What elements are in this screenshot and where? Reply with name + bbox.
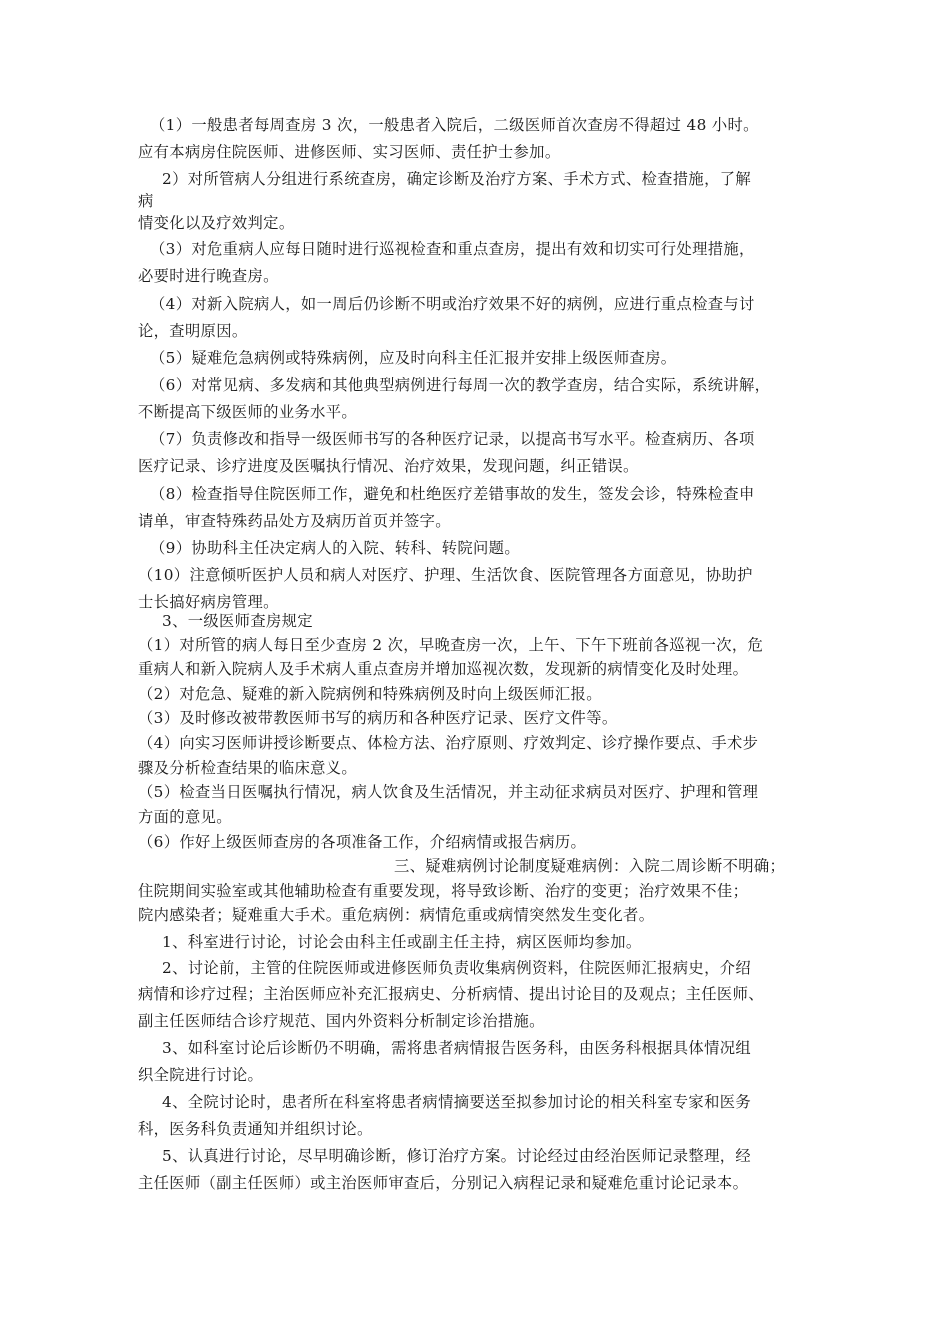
text-line: 3、如科室讨论后诊断仍不明确，需将患者病情报告医务科，由医务科根据具体情况组 — [162, 1039, 752, 1057]
text-line: （2）对危急、疑难的新入院病例和特殊病例及时向上级医师汇报。 — [138, 685, 602, 703]
text-line: （3）对危重病人应每日随时进行巡视检查和重点查房，提出有效和切实可行处理措施， — [150, 240, 755, 258]
text-line: 病情和诊疗过程；主治医师应补充汇报病史、分析病情、提出讨论目的及观点；主任医师、 — [138, 985, 764, 1003]
text-line: 2、讨论前，主管的住院医师或进修医师负责收集病例资料，住院医师汇报病史，介绍 — [162, 959, 752, 977]
text-line: （1）对所管的病人每日至少查房 2 次，早晚查房一次，上午、下午下班前各巡视一次，危 — [138, 636, 764, 654]
text-line: 住院期间实验室或其他辅助检查有重要发现，将导致诊断、治疗的变更；治疗效果不佳； — [138, 882, 749, 900]
text-line: 应有本病房住院医师、进修医师、实习医师、责任护士参加。 — [138, 143, 561, 161]
text-line: 5、认真进行讨论，尽早明确诊断，修订治疗方案。讨论经过由经治医师记录整理，经 — [162, 1147, 752, 1165]
text-line: 4、全院讨论时，患者所在科室将患者病情摘要送至拟参加讨论的相关科室专家和医务 — [162, 1093, 752, 1111]
text-line: 必要时进行晚查房。 — [138, 267, 279, 285]
text-line: （1）一般患者每周查房 3 次，一般患者入院后，二级医师首次查房不得超过 48 小时。 — [150, 116, 759, 134]
text-line: （4）对新入院病人，如一周后仍诊断不明或治疗效果不好的病例，应进行重点检查与讨 — [150, 295, 755, 313]
text-line: （4）向实习医师讲授诊断要点、体检方法、治疗原则、疗效判定、诊疗操作要点、手术步 — [138, 734, 759, 752]
text-line: 医疗记录、诊疗进度及医嘱执行情况、治疗效果，发现问题，纠正错误。 — [138, 457, 639, 475]
text-line: 论，查明原因。 — [138, 322, 248, 340]
text-line: 2）对所管病人分组进行系统查房，确定诊断及治疗方案、手术方式、检查措施，了解 — [162, 170, 752, 188]
text-line: （3）及时修改被带教医师书写的病历和各种医疗记录、医疗文件等。 — [138, 709, 618, 727]
text-line: （10）注意倾听医护人员和病人对医疗、护理、生活饮食、医院管理各方面意见，协助护 — [138, 566, 753, 584]
text-line: 主任医师（副主任医师）或主治医师审查后，分别记入病程记录和疑难危重讨论记录本。 — [138, 1174, 749, 1192]
text-line: 不断提高下级医师的业务水平。 — [138, 403, 358, 421]
text-line: 重病人和新入院病人及手术病人重点查房并增加巡视次数，发现新的病情变化及时处理。 — [138, 660, 749, 678]
text-line: （6）对常见病、多发病和其他典型病例进行每周一次的教学查房，结合实际，系统讲解， — [150, 376, 771, 394]
text-line: （6）作好上级医师查房的各项准备工作，介绍病情或报告病历。 — [138, 833, 587, 851]
text-line: （5）检查当日医嘱执行情况，病人饮食及生活情况，并主动征求病员对医疗、护理和管理 — [138, 783, 759, 801]
text-line: 副主任医师结合诊疗规范、国内外资料分析制定诊治措施。 — [138, 1012, 545, 1030]
section-heading: 3、一级医师查房规定 — [162, 612, 313, 630]
text-line: 院内感染者；疑难重大手术。重危病例：病情危重或病情突然发生变化者。 — [138, 906, 655, 924]
text-line: （7）负责修改和指导一级医师书写的各种医疗记录，以提高书写水平。检查病历、各项 — [150, 430, 755, 448]
text-line: 1、科室进行讨论，讨论会由科主任或副主任主持，病区医师均参加。 — [162, 933, 642, 951]
text-line: 科，医务科负责通知并组织讨论。 — [138, 1120, 373, 1138]
text-line: 情变化以及疗效判定。 — [138, 214, 295, 232]
section-heading: 三、疑难病例讨论制度疑难病例：入院二周诊断不明确； — [394, 857, 786, 875]
text-line: 织全院进行讨论。 — [138, 1066, 264, 1084]
text-line: 骤及分析检查结果的临床意义。 — [138, 759, 358, 777]
text-line: 病 — [138, 192, 154, 210]
text-line: （9）协助科主任决定病人的入院、转科、转院问题。 — [150, 539, 520, 557]
text-line: （8）检查指导住院医师工作，避免和杜绝医疗差错事故的发生，签发会诊，特殊检查申 — [150, 485, 755, 503]
text-line: 方面的意见。 — [138, 808, 232, 826]
text-line: （5）疑难危急病例或特殊病例，应及时向科主任汇报并安排上级医师查房。 — [150, 349, 677, 367]
text-line: 士长搞好病房管理。 — [138, 593, 279, 611]
text-line: 请单，审查特殊药品处方及病历首页并签字。 — [138, 512, 451, 530]
